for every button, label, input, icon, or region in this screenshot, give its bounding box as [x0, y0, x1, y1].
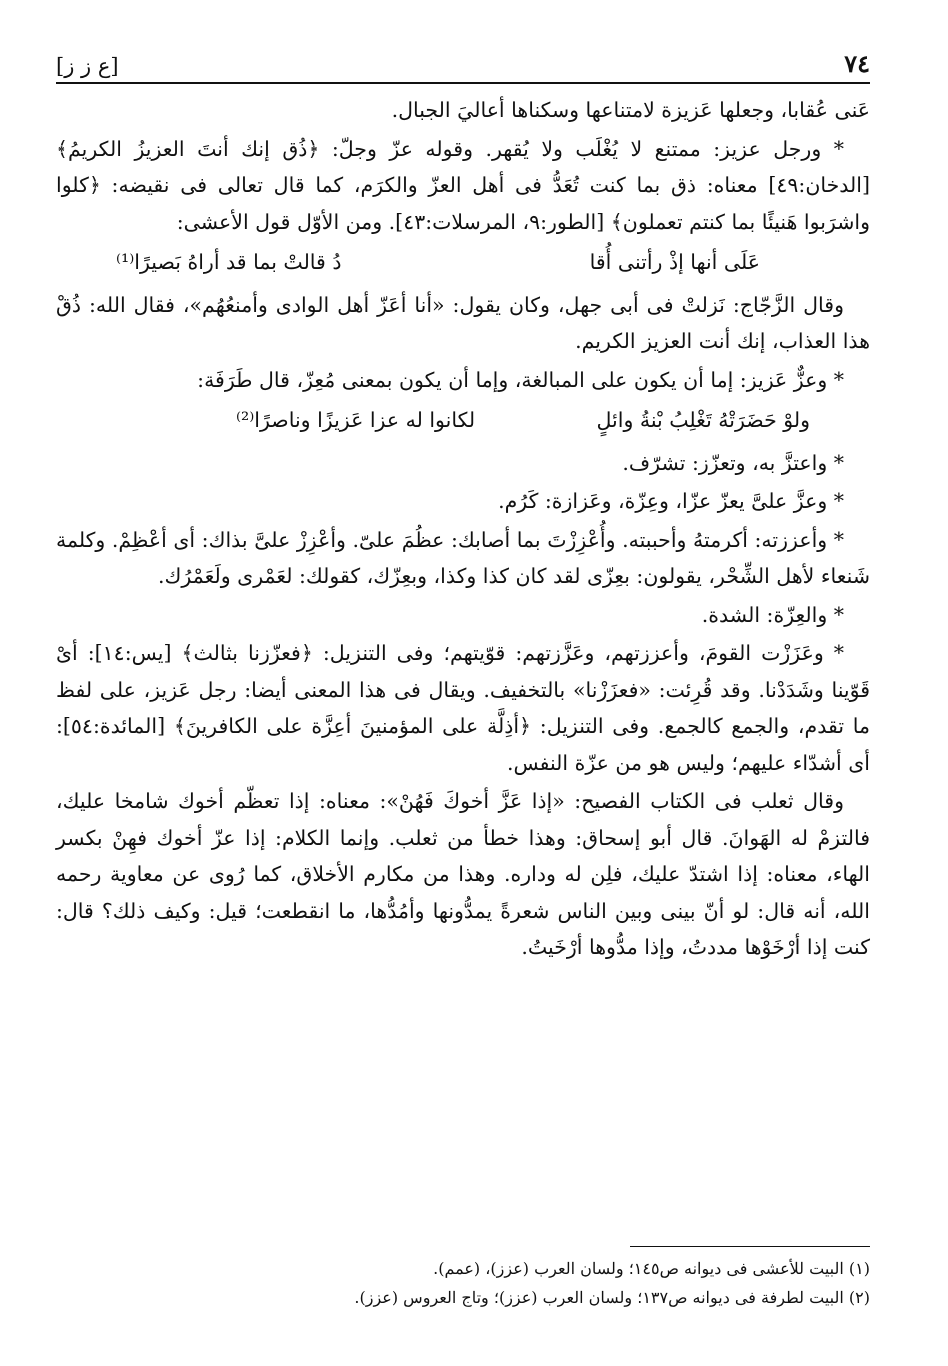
verse-hemistich-left: دُ قالتْ بما قد أراهُ بَصيرًا⁽¹⁾: [116, 250, 342, 274]
paragraph: * وعَزَزْت القومَ، وأعززتهم، وعَزَّزتهم: قوّيتهم؛ وفى التنزيل: ﴿فعزّزنا بثالث﴾ [يس:١٤]: أىْ قَوّينا وشَدَدْنا. وقد قُرِئت: «فعزَزْنا» بالتخفيف. ويقال فى هذا المعنى أيضا: رجل عَزيز، على لفظ ما تقدم، والجمع كالجمع. وفى التنزيل: ﴿أذِلَّة على المؤمنينَ أعِزَّة على الكافرينَ﴾ [المائدة:٥٤]: أى أشدّاء عليهم؛ وليس هو من عزّة النفس.: [56, 641, 870, 775]
paragraph: وقال الزَّجّاج: نَزلتْ فى أبى جهل، وكان يقول: «أنا أعَزّ أهل الوادى وأمنعُهُم»، فقال الله: ذُقْ هذا العذاب، إنك أنت العزيز الكريم.: [56, 292, 870, 353]
paragraph: * وعزَّ علىَّ يعزّ عزّا، وعِزّة، وعَزازة: كَرُم.: [498, 489, 844, 513]
paragraph: * وعزٌّ عَزيز: إما أن يكون على المبالغة، وإما أن يكون بمعنى مُعِزّ، قال طَرَفَة:: [197, 367, 844, 392]
paragraph: * واعتزَّ به، وتعزّز: تشرّف.: [622, 450, 844, 475]
page-number: ٧٤: [844, 49, 870, 78]
verse-hemistich-right: ولوْ حَضَرَتْهُ تَغْلِبُ بْنةُ وائلٍ: [596, 408, 810, 432]
entry-root: [ع ز ز]: [56, 54, 119, 78]
page-header: [56, 42, 870, 84]
paragraph: * والعِزّة: الشدة.: [701, 602, 844, 627]
footnotes: [56, 1254, 870, 1312]
footnote: (١) البيت للأعشى فى ديوانه ص١٤٥؛ ولسان العرب (عزز)، (عمم).: [433, 1259, 870, 1278]
verse-hemistich-left: لكانوا له عزا عَزيزًا وناصرًا⁽²⁾: [236, 408, 476, 432]
verse-2: [56, 402, 870, 439]
footnote-divider: [630, 1246, 870, 1247]
paragraph: وقال ثعلب فى الكتاب الفصيح: «إذا عَزَّ أخوكَ فَهُنْ»: معناه: إذا تعظّم أخوك شامخا عليك، فالتزمْ له الهَوانَ. قال أبو إسحاق: وهذا خطأ من ثعلب. وإنما الكلام: إذا عزّ أخوك فهِنْ بكسر الهاء، معناه: إذا اشتدّ عليك، فلِن له وداره. وهذا من مكارم الأخلاق، كما رُوى عن معاوية رحمه الله، أنه قال: لو أنّ بينى وبين الناس شعرةً يمدُّونها وأمُدُّها، ما انقطعت؛ قيل: وكيف ذلك؟ قال: كنت إذا أرْخَوْها مددتُ، وإذا مدُّوها أرْخَيتُ.: [56, 789, 870, 959]
verse-1: [56, 244, 870, 281]
paragraph: عَنى عُقابا، وجعلها عَزيزة لامتناعها وسكناها أعاليَ الجبال.: [391, 98, 870, 122]
main-text: [56, 92, 870, 968]
paragraph: * ورجل عزيز: ممتنع لا يُغْلَب ولا يُقهر. وقوله عزّ وجلّ: ﴿ذُق إنك أنتَ العزيزُ الكريمُ﴾ [الدخان:٤٩] معناه: ذق بما كنت تُعَدُّ فى أهل العزّ والكرَم، كما قال تعالى فى نقيضه: ﴿كلوا واشرَبوا هَنيئًا بما كنتم تعملون﴾ [الطور:٩، المرسلات:٤٣]. ومن الأوّل قول الأعشى:: [56, 136, 870, 234]
footnote: (٢) البيت لطرفة فى ديوانه ص١٣٧؛ ولسان العرب (عزز)؛ وتاج العروس (عزز).: [354, 1288, 870, 1307]
paragraph: * وأعززته: أكرمتهُ وأحببته. وأُعْزِزْتَ بما أصابك: عظُمَ علىّ. وأعْزِزْ علىَّ بذاك: أى أعْظِمْ. وكلمة شَنعاء لأهل الشِّحْر، يقولون: بعِزّى لقد كان كذا وكذا، وبعِزّك، كقولك: لعَمْرى ولَعَمْرُك.: [56, 527, 870, 588]
verse-hemistich-right: عَلَى أنها إذْ رأتنى أُقا: [589, 250, 760, 274]
